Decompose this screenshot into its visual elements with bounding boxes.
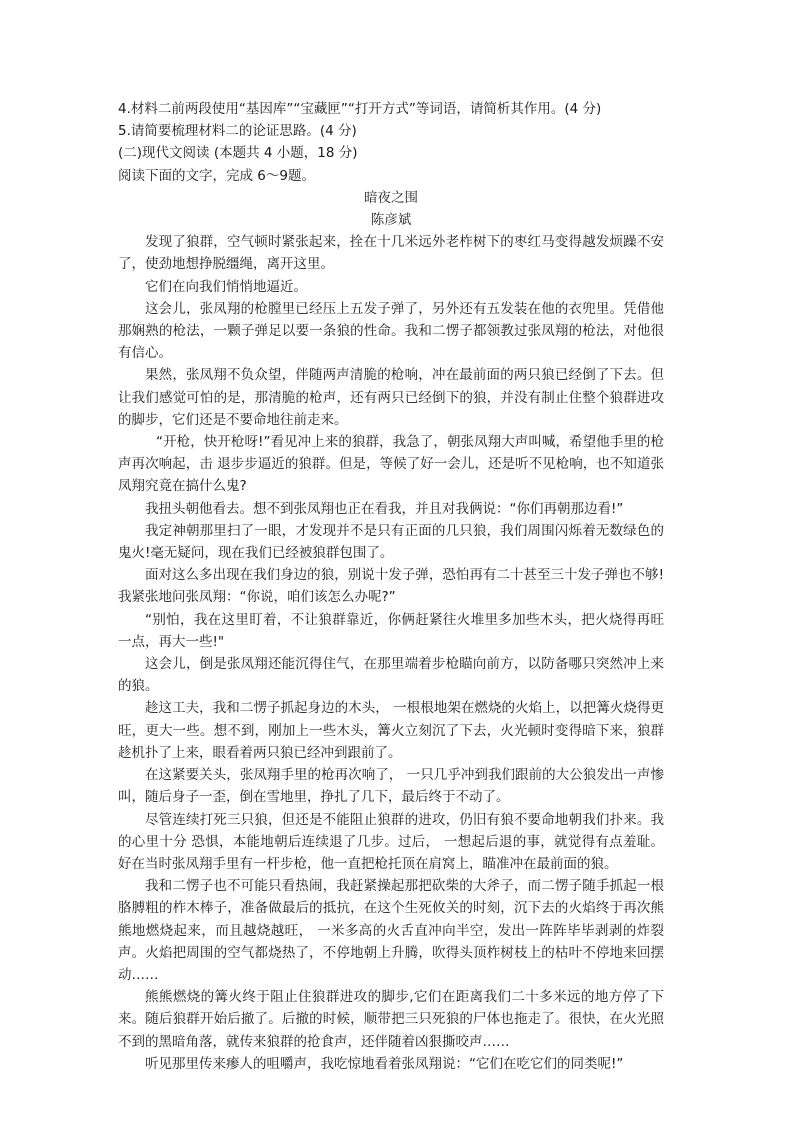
story-paragraph: 面对这么多出现在我们身边的狼，别说十发子弹，恐怕再有二十甚至三十发子弹也不够!我紧张地问张凤翔：“你说，咱们该怎么办呢?” [118, 567, 664, 606]
story-paragraph: 它们在向我们悄悄地逼近。 [145, 278, 307, 295]
story-paragraph: “别怕，我在这里盯着，不让狼群靠近，你俩赶紧往火堆里多加些木头，把火烧得再旺一点，再大一些!" [118, 611, 664, 650]
story-paragraph: 听见那里传来瘆人的咀嚼声，我吃惊地看着张凤翔说：“它们在吃它们的同类呢!” [145, 1055, 624, 1072]
story-paragraph: 尽管连续打死三只狼，但还是不能阻止狼群的进攻，仍旧有狼不要命地朝我们扑来。我的心里十分 恐惧，本能地朝后连续退了几步。过后， 一想起后退的事，就觉得有点羞耻。好在当时张凤翔手里有一杆步枪，他一直把枪托顶在肩窝上，瞄准冲在最前面的狼。 [118, 811, 664, 872]
story-paragraph: 趁这工夫，我和二愣子抓起身边的木头， 一根根地架在燃烧的火焰上，以把篝火烧得更旺，更大一些。想不到，刚加上一些木头，篝火立刻沉了下去，火光顿时变得暗下来，狼群趁机扑了上来，眼看着两只狼已经冲到跟前了。 [118, 700, 664, 761]
question-4: 4.材料二前两段使用“基因库”“宝藏匣”“打开方式”等词语，请简析其作用。(4 分) [118, 101, 602, 117]
reading-instruction: 阅读下面的文字，完成 6～9题。 [118, 167, 315, 184]
document-body [118, 98, 664, 1075]
story-paragraph: 我扭头朝他看去。想不到张凤翔也正在看我，并且对我俩说：“你们再朝那边看!” [145, 500, 624, 517]
story-title: 暗夜之围 [364, 189, 418, 206]
story-paragraph: 我和二愣子也不可能只看热闹，我赶紧操起那把砍柴的大斧子，而二愣子随手抓起一根胳膊粗的柞木棒子，准备做最后的抵抗，在这个生死攸关的时刻，沉下去的火焰终于再次熊熊地燃烧起来，而且越烧越旺， 一米多高的火舌直冲向半空，发出一阵阵毕毕剥剥的炸裂声。火焰把周围的空气都烧热了，不停地朝上升腾，吹得头顶柞树枝上的枯叶不停地来回摆动…… [118, 878, 664, 983]
story-paragraph: 这会儿，张凤翔的枪膛里已经压上五发子弹了，另外还有五发装在他的衣兜里。凭借他那娴熟的枪法，一颗子弹足以要一条狼的性命。我和二愣子都领教过张凤翔的枪法，对他很有信心。 [118, 300, 664, 362]
question-5: 5.请简要梳理材料二的论证思路。(4 分) [118, 123, 357, 140]
story-paragraph: “开枪，快开枪呀!”看见冲上来的狼群，我急了，朝张凤翔大声叫喊，希望他手里的枪声再次响起，击 退步步逼近的狼群。但是，等候了好一会儿，还是听不见枪响，也不知道张凤翔究竟在搞什么鬼? [118, 434, 664, 495]
section-heading: (二)现代文阅读 (本题共 4 小题，18 分) [118, 145, 358, 162]
story-paragraph: 这会儿，倒是张凤翔还能沉得住气，在那里端着步枪瞄向前方，以防备哪只突然冲上来的狼。 [118, 656, 664, 695]
story-paragraph: 果然，张凤翔不负众望，伴随两声清脆的枪响，冲在最前面的两只狼已经倒了下去。但让我们感觉可怕的是，那清脆的枪声，还有两只已经倒下的狼，并没有制止住整个狼群进攻的脚步，它们还是不要命地往前走来。 [118, 367, 664, 428]
story-paragraph: 熊熊燃烧的篝火终于阻止住狼群进攻的脚步,它们在距离我们二十多米远的地方停了下来。随后狼群开始后撤了。后撤的时候，顺带把三只死狼的尸体也拖走了。很快，在火光照不到的黑暗角落，就传来狼群的抢食声，还伴随着凶狠撕咬声…… [118, 989, 664, 1050]
story-paragraph: 在这紧要关头，张凤翔手里的枪再次响了， 一只几乎冲到我们跟前的大公狼发出一声惨叫，随后身子一歪，倒在雪地里，挣扎了几下，最后终于不动了。 [118, 767, 664, 806]
story-paragraph: 发现了狼群，空气顿时紧张起来，拴在十几米远外老柞树下的枣红马变得越发烦躁不安了，使劲地想挣脱缰绳，离开这里。 [118, 234, 664, 273]
story-paragraph: 我定神朝那里扫了一眼，才发现并不是只有正面的几只狼，我们周围闪烁着无数绿色的鬼火!毫无疑问，现在我们已经被狼群包围了。 [118, 522, 664, 562]
story-author: 陈彦斌 [370, 212, 412, 229]
